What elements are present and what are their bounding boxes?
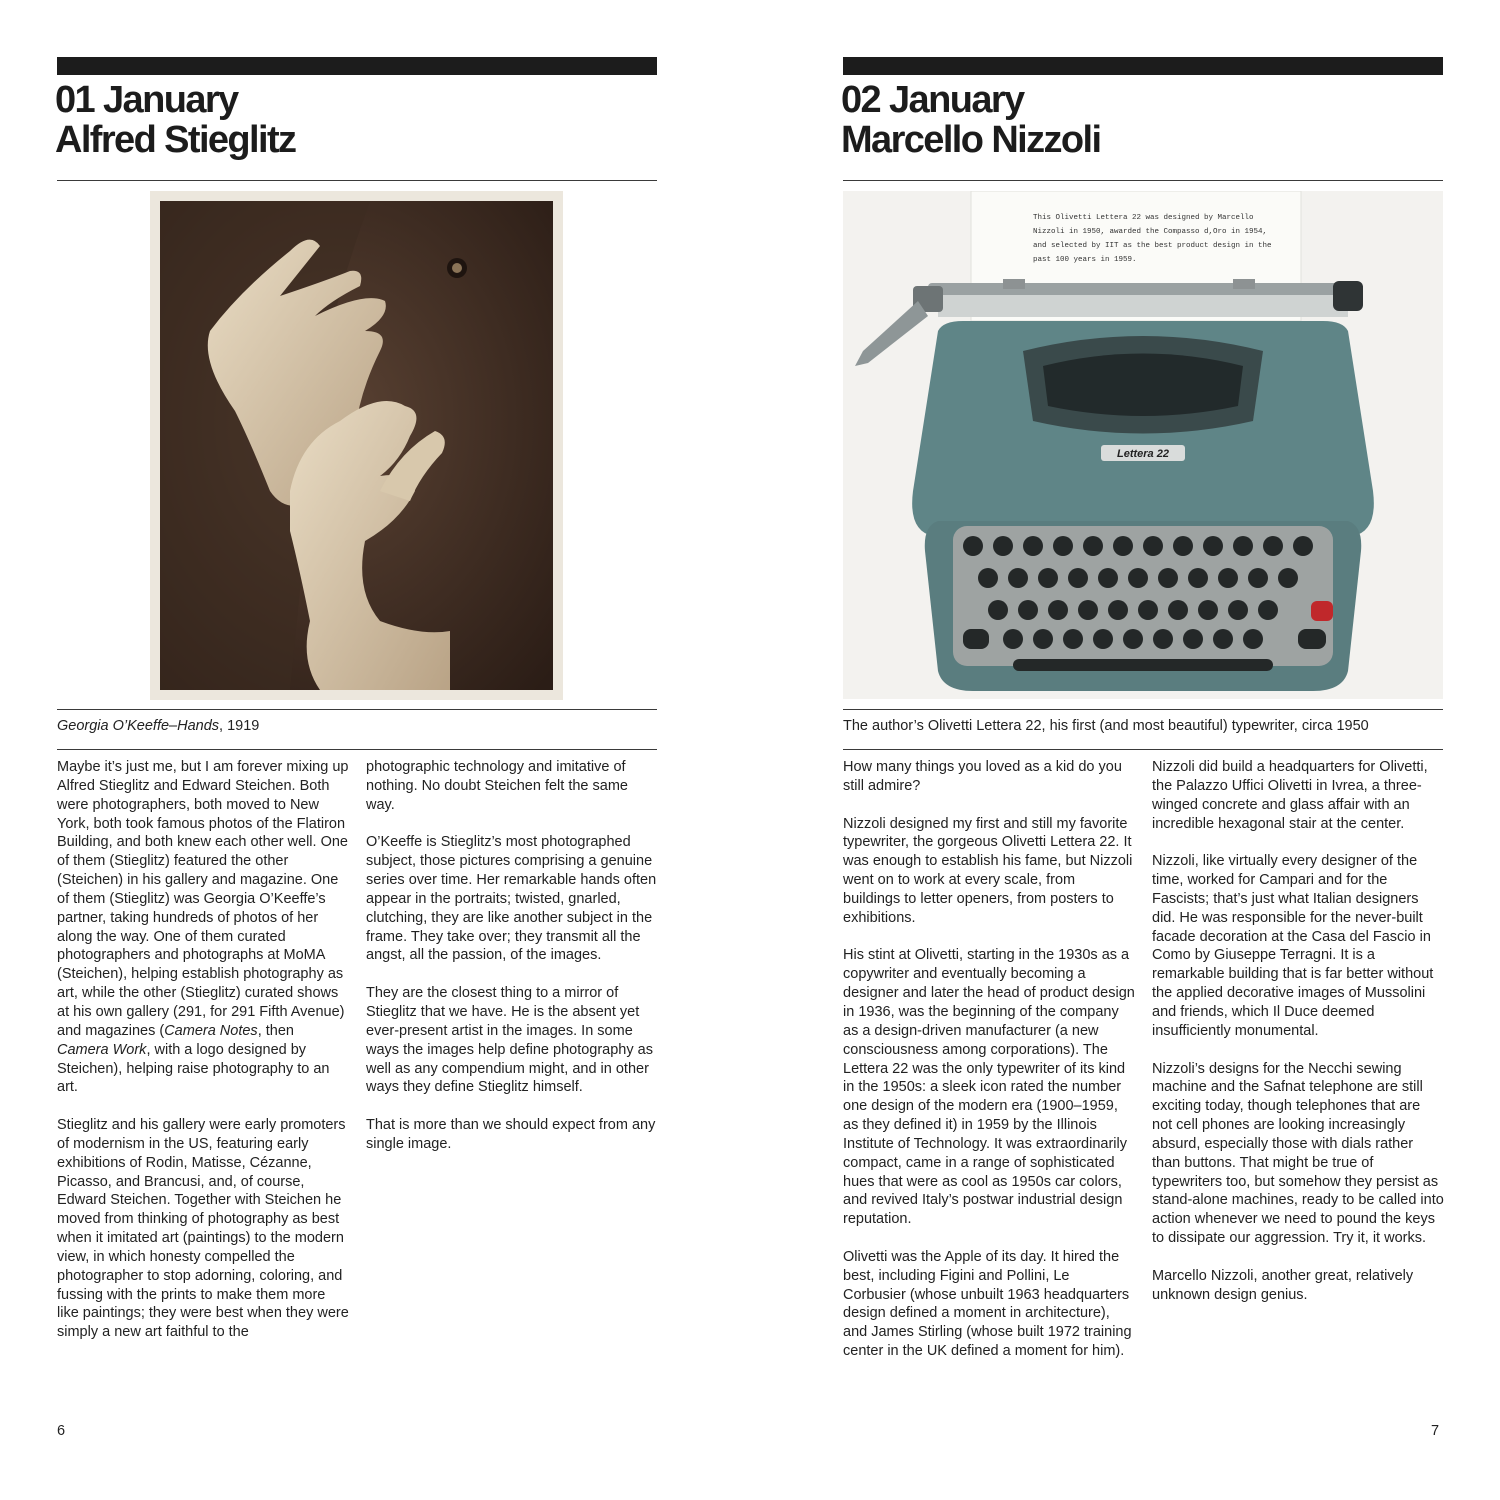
- right-page: [843, 0, 1443, 1500]
- page-title: [841, 80, 1100, 160]
- left-page: [57, 0, 657, 1500]
- paragraph: photographic technology and imitative of nothing. No doubt Steichen felt the same way.: [366, 759, 628, 813]
- text-column-2: [1152, 758, 1444, 1323]
- paragraph: Maybe it’s just me, but I am forever mixing up Alfred Stieglitz and Edward Steichen. Both were photographers, both moved to New York, both took famous photos of the Flatiron Building, and both knew each other well. One of them (Stieglitz) featured the other (Steichen) in his gallery and magazine. One of them (Stieglitz) was Georgia O’Keeffe’s partner, taking hundreds of photos of her along the way. One of them curated photographers and photographs at MoMA (Steichen), helping establish photography as art, while the other (Stieglitz) curated shows at his own gallery (291, for 291 Fifth Avenue) and magazines (Camera Notes, then Camera Work, with a logo designed by Steichen), helping raise photography to an art.: [57, 759, 349, 1096]
- divider: [57, 180, 657, 181]
- text-column-2: [366, 758, 658, 1173]
- lettera-badge: Lettera 22: [1117, 448, 1169, 460]
- paragraph: Olivetti was the Apple of its day. It hired the best, including Figini and Pollini, Le Corbusier (whose unbuilt 1963 headquarters design defined a moment in architecture), and James Stirling (whose built 1972 training center in the UK defined a moment for him).: [843, 1248, 1132, 1360]
- title-name: Marcello Nizzoli: [841, 119, 1101, 161]
- paragraph: Nizzoli, like virtually every designer of the time, worked for Campari and for the Fascists; that’s just what Italian designers did. He was responsible for the never-built facade decoration at the Casa del Fascio in Como by Giuseppe Terragni. It is a remarkable building that is far better without the applied decorative images of Mussolini and friends, which Il Duce deemed insufficiently monumental.: [1152, 853, 1434, 1039]
- title-name: Alfred Stieglitz: [55, 119, 296, 161]
- paragraph: Nizzoli designed my first and still my favorite typewriter, the gorgeous Olivetti Lettera 22. It was enough to establish his fame, but Nizzoli went on to work at every scale, from buildings to letter openers, from posters to exhibitions.: [843, 815, 1133, 926]
- paragraph: That is more than we should expect from any single image.: [366, 1117, 656, 1152]
- typed-line: past 100 years in 1959.: [1033, 256, 1137, 264]
- page-title: [55, 80, 295, 160]
- title-date: 02 January: [841, 79, 1024, 121]
- page-number: 7: [1431, 1423, 1440, 1439]
- divider: [843, 180, 1443, 181]
- text-column-1: [843, 758, 1135, 1380]
- paragraph: They are the closest thing to a mirror of Stieglitz that we have. He is the absent yet ever-present artist in the images. In some ways the images help define photography as well as any compendium might, and in other ways they define Stieglitz himself.: [366, 985, 653, 1096]
- paragraph: Nizzoli did build a headquarters for Olivetti, the Palazzo Uffici Olivetti in Ivrea, a three-winged concrete and glass affair with an incredible hexagonal stair at the center.: [1152, 759, 1428, 832]
- typed-line: and selected by IIT as the best product design in the: [1033, 242, 1272, 250]
- top-bar: [57, 57, 657, 75]
- photo-caption: Georgia O’Keeffe–Hands, 1919: [57, 718, 260, 734]
- paragraph: How many things you loved as a kid do you still admire?: [843, 759, 1122, 794]
- divider: [57, 749, 657, 750]
- page-number: 6: [57, 1423, 66, 1439]
- divider: [843, 709, 1443, 710]
- paragraph: Nizzoli’s designs for the Necchi sewing machine and the Safnat telephone are still exciting today, though telephones that are not cell phones are looking increasingly absurd, especially those with dials rather than buttons. That might be true of typewriters too, but somehow they persist as stand-alone machines, ready to be called into action whenever we need to pound the keys to dissipate our aggression. Try it, it works.: [1152, 1060, 1444, 1247]
- typed-line: This Olivetti Lettera 22 was designed by Marcello: [1033, 214, 1254, 222]
- top-bar: [843, 57, 1443, 75]
- typewriter-photograph: [843, 191, 1443, 699]
- paragraph: Marcello Nizzoli, another great, relatively unknown design genius.: [1152, 1267, 1414, 1303]
- paragraph: O’Keeffe is Stieglitz’s most photographed subject, those pictures comprising a genuine series over time. Her remarkable hands often appear in the portraits; twisted, gnarled, clutching, they are like another subject in the frame. They take over; they transmit all the angst, all the passion, of the images.: [366, 834, 657, 964]
- divider: [843, 749, 1443, 750]
- divider: [57, 709, 657, 710]
- photo-caption: The author’s Olivetti Lettera 22, his first (and most beautiful) typewriter, circa 1950: [843, 718, 1369, 734]
- paragraph: Stieglitz and his gallery were early promoters of modernism in the US, featuring early exhibitions of Rodin, Matisse, Cézanne, Picasso, and Brancusi, and, of course, Edward Steichen. Together with Steichen he moved from thinking of photography as best when it imitated art (paintings) to the modern view, in which honesty compelled the photographer to stop adorning, coloring, and fussing with the prints to make them more like paintings; they were best when they were simply a new art faithful to the: [57, 1117, 349, 1341]
- hands-photograph: [150, 191, 563, 700]
- title-date: 01 January: [55, 79, 238, 121]
- paragraph: His stint at Olivetti, starting in the 1930s as a copywriter and eventually becoming a designer and later the head of product design in 1936, was the beginning of the company as a design-driven manufacturer (a new consciousness among corporations). The Lettera 22 was the only typewriter of its kind in the 1950s: a sleek icon rated the number one design of the modern era (1900–1959, as they defined it) in 1959 by the Illinois Institute of Technology. It was extraordinarily compact, came in a range of sophisticated hues that were as cool as 1950s car colors, and revived Italy’s postwar industrial design reputation.: [843, 947, 1135, 1228]
- text-column-1: [57, 758, 349, 1361]
- typed-line: Nizzoli in 1950, awarded the Compasso d,Oro in 1954,: [1033, 228, 1268, 236]
